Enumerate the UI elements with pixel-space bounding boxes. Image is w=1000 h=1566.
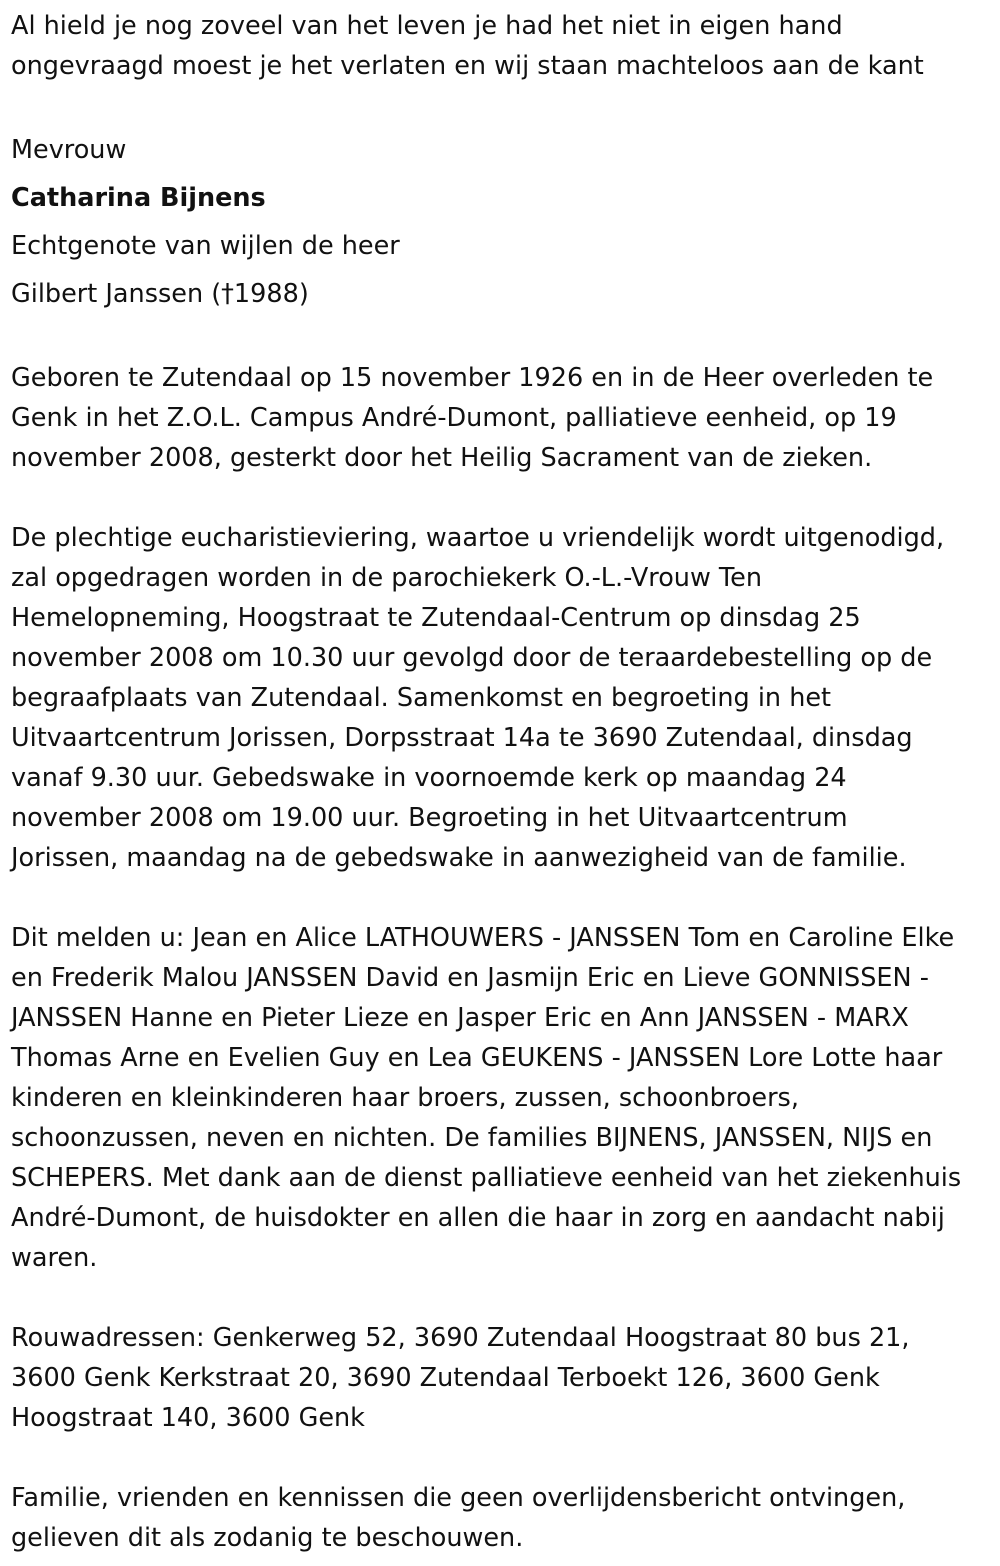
spacer [11, 1278, 996, 1318]
paragraph-line: waren. [11, 1243, 98, 1273]
paragraph-line: kinderen en kleinkinderen haar broers, zussen, schoonbroers, [11, 1083, 799, 1113]
addresses-paragraph [11, 1318, 996, 1438]
paragraph-line: SCHEPERS. Met dank aan de dienst palliatieve eenheid van het ziekenhuis [11, 1163, 962, 1193]
paragraph-line: Familie, vrienden en kennissen die geen overlijdensbericht ontvingen, [11, 1483, 906, 1513]
paragraph-line: Rouwadressen: Genkerweg 52, 3690 Zutendaal Hoogstraat 80 bus 21, [11, 1323, 910, 1353]
spacer [11, 478, 996, 518]
relation-text: Echtgenote van wijlen de heer [11, 231, 400, 261]
paragraph-line: november 2008, gesterkt door het Heilig Sacrament van de zieken. [11, 443, 873, 473]
paragraph-line: JANSSEN Hanne en Pieter Lieze en Jasper Eric en Ann JANSSEN - MARX [11, 1003, 909, 1033]
motto-line-2: ongevraagd moest je het verlaten en wij staan machteloos aan de kant [11, 51, 924, 81]
deceased-name: Catharina Bijnens [11, 183, 266, 213]
honorific: Mevrouw [11, 135, 127, 165]
paragraph-line: De plechtige eucharistieviering, waartoe u vriendelijk wordt uitgenodigd, [11, 523, 945, 553]
deceased-block [11, 126, 996, 318]
paragraph-line: 3600 Genk Kerkstraat 20, 3690 Zutendaal Terboekt 126, 3600 Genk [11, 1363, 880, 1393]
paragraph-line: november 2008 om 19.00 uur. Begroeting in het Uitvaartcentrum [11, 803, 848, 833]
spacer [11, 1438, 996, 1478]
motto-line-1: Al hield je nog zoveel van het leven je had het niet in eigen hand [11, 11, 843, 41]
ceremony-paragraph [11, 518, 996, 878]
family-paragraph [11, 918, 996, 1278]
birth-death-paragraph [11, 358, 996, 478]
motto-block [11, 6, 996, 86]
paragraph-line: vanaf 9.30 uur. Gebedswake in voornoemde kerk op maandag 24 [11, 763, 847, 793]
paragraph-line: André-Dumont, de huisdokter en allen die haar in zorg en aandacht nabij [11, 1203, 945, 1233]
paragraph-line: schoonzussen, neven en nichten. De families BIJNENS, JANSSEN, NIJS en [11, 1123, 933, 1153]
paragraph-line: Dit melden u: Jean en Alice LATHOUWERS - JANSSEN Tom en Caroline Elke [11, 923, 955, 953]
paragraph-line: november 2008 om 10.30 uur gevolgd door de teraardebestelling op de [11, 643, 933, 673]
closing-paragraph [11, 1478, 996, 1558]
paragraph-line: Hoogstraat 140, 3600 Genk [11, 1403, 365, 1433]
paragraph-line: Jorissen, maandag na de gebedswake in aanwezigheid van de familie. [11, 843, 907, 873]
spacer [11, 318, 996, 358]
paragraph-line: Geboren te Zutendaal op 15 november 1926 en in de Heer overleden te [11, 363, 934, 393]
spouse-text: Gilbert Janssen (†1988) [11, 279, 309, 309]
paragraph-line: Uitvaartcentrum Jorissen, Dorpsstraat 14a te 3690 Zutendaal, dinsdag [11, 723, 913, 753]
paragraph-line: gelieven dit als zodanig te beschouwen. [11, 1523, 524, 1553]
paragraph-line: en Frederik Malou JANSSEN David en Jasmijn Eric en Lieve GONNISSEN - [11, 963, 929, 993]
spacer [11, 878, 996, 918]
paragraph-line: Genk in het Z.O.L. Campus André-Dumont, palliatieve eenheid, op 19 [11, 403, 897, 433]
paragraph-line: Hemelopneming, Hoogstraat te Zutendaal-Centrum op dinsdag 25 [11, 603, 861, 633]
paragraph-line: zal opgedragen worden in de parochiekerk O.-L.-Vrouw Ten [11, 563, 763, 593]
paragraph-line: begraafplaats van Zutendaal. Samenkomst en begroeting in het [11, 683, 832, 713]
spacer [11, 86, 996, 126]
obituary-document [11, 6, 996, 1558]
paragraph-line: Thomas Arne en Evelien Guy en Lea GEUKENS - JANSSEN Lore Lotte haar [11, 1043, 943, 1073]
